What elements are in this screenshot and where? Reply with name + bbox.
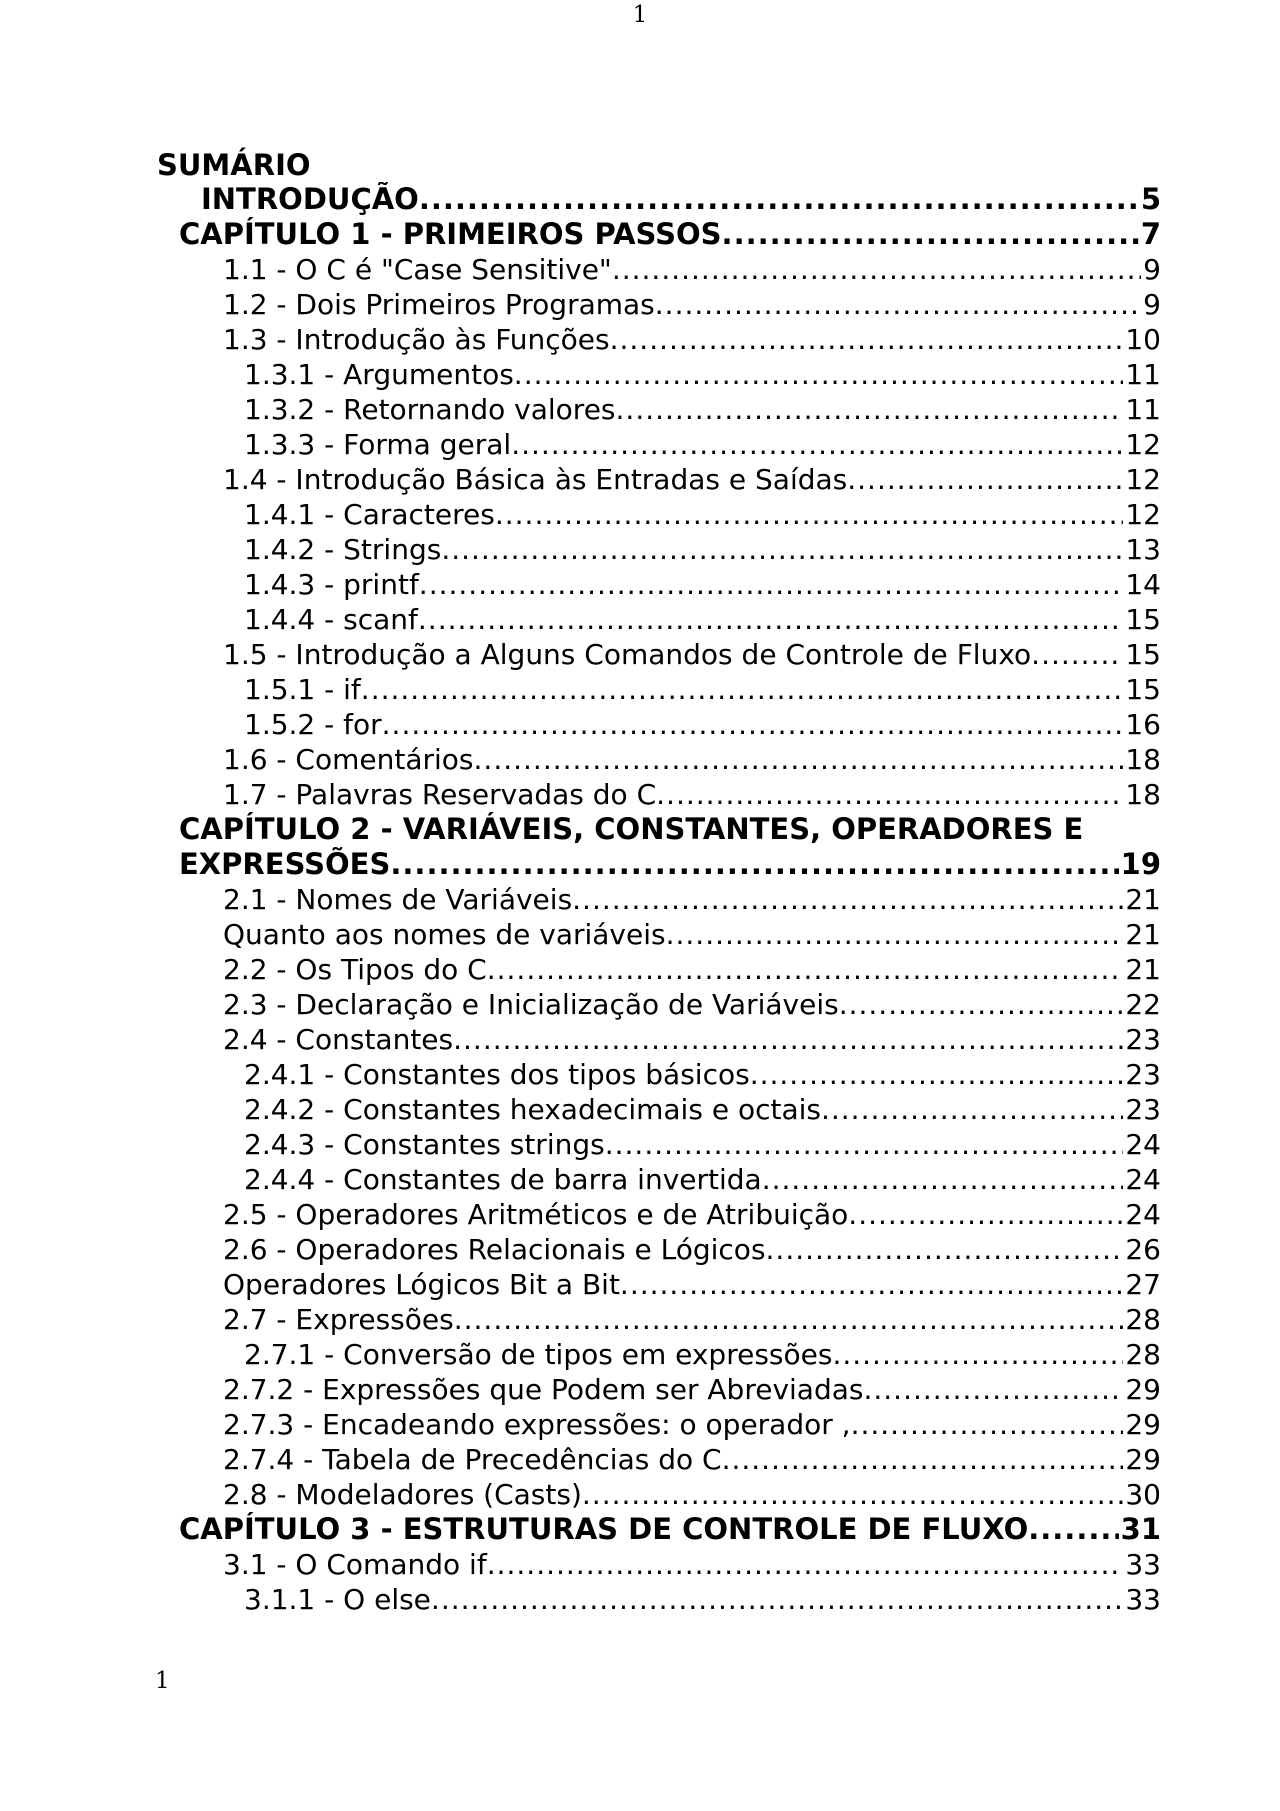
- toc-entry-page-number: 21: [1125, 918, 1161, 951]
- toc-dot-leader: [582, 1477, 1123, 1512]
- toc-entry-page-number: 7: [1140, 217, 1161, 251]
- toc-entry-page-number: 16: [1125, 708, 1161, 741]
- toc-entry-page-number: 24: [1125, 1198, 1161, 1231]
- toc-entry[interactable]: [157, 742, 1161, 777]
- toc-entry-page-number: 11: [1125, 393, 1161, 426]
- toc-entry-page-number: 18: [1125, 778, 1161, 811]
- toc-entry-title: 1.3.1 - Argumentos: [244, 358, 514, 391]
- toc-entry-title: 1.5.1 - if: [244, 673, 361, 706]
- page-number-header: 1: [632, 2, 648, 28]
- toc-entry-page-number: 15: [1125, 603, 1161, 636]
- toc-entry[interactable]: [157, 1232, 1161, 1267]
- toc-entry-page-number: 18: [1125, 743, 1161, 776]
- toc-dot-leader: [666, 917, 1124, 952]
- toc-entry-page-number: 28: [1125, 1303, 1161, 1336]
- toc-entry-title: 1.4.2 - Strings: [244, 533, 442, 566]
- toc-entry[interactable]: [157, 602, 1161, 637]
- toc-entry[interactable]: [157, 1197, 1161, 1232]
- toc-entry[interactable]: [157, 777, 1161, 812]
- toc-entry-page-number: 33: [1125, 1548, 1161, 1581]
- toc-entry-page-number: 31: [1120, 1512, 1161, 1546]
- toc-entry-page-number: 5: [1140, 182, 1161, 216]
- toc-entry-title: 2.5 - Operadores Aritméticos e de Atribuição: [223, 1198, 849, 1231]
- toc-dot-leader: [612, 252, 1141, 287]
- toc-entry-chapter-2-line-1[interactable]: CAPÍTULO 2 - VARIÁVEIS, CONSTANTES, OPERADORES E: [179, 812, 1084, 846]
- toc-entry-page-number: 29: [1125, 1373, 1161, 1406]
- toc-entry-page-number: 30: [1125, 1478, 1161, 1511]
- toc-dot-leader: [495, 497, 1124, 532]
- toc-entry[interactable]: [157, 497, 1161, 532]
- toc-entry[interactable]: [157, 1512, 1161, 1547]
- toc-entry[interactable]: [157, 1092, 1161, 1127]
- toc-entry[interactable]: [157, 1267, 1161, 1302]
- toc-entry-page-number: 12: [1125, 428, 1161, 461]
- toc-entry[interactable]: [157, 1442, 1161, 1477]
- toc-dot-leader: [474, 742, 1124, 777]
- toc-entry-title: 3.1 - O Comando if: [223, 1548, 487, 1581]
- toc-entry-title: 2.4.1 - Constantes dos tipos básicos: [244, 1058, 750, 1091]
- toc-entry-title: 1.3 - Introdução às Funções: [223, 323, 610, 356]
- toc-entry[interactable]: [157, 567, 1161, 602]
- toc-dot-leader: [766, 1232, 1124, 1267]
- toc-entry[interactable]: [157, 1162, 1161, 1197]
- toc-entry-page-number: 12: [1125, 498, 1161, 531]
- toc-entry-page-number: 15: [1125, 638, 1161, 671]
- toc-entry[interactable]: [157, 462, 1161, 497]
- toc-entry-page-number: 27: [1125, 1268, 1161, 1301]
- toc-entry-page-number: 12: [1125, 463, 1161, 496]
- toc-entry[interactable]: [157, 917, 1161, 952]
- toc-entry[interactable]: [157, 1407, 1161, 1442]
- toc-entry-page-number: 28: [1125, 1338, 1161, 1371]
- toc-entry-page-number: 23: [1125, 1058, 1161, 1091]
- toc-dot-leader: [1031, 637, 1123, 672]
- toc-entry-title: 2.4.4 - Constantes de barra invertida: [244, 1163, 762, 1196]
- toc-entry[interactable]: [157, 637, 1161, 672]
- toc-dot-leader: [656, 777, 1123, 812]
- toc-entry-title: 2.6 - Operadores Relacionais e Lógicos: [223, 1233, 766, 1266]
- page-number-footer: 1: [155, 1668, 170, 1694]
- toc-dot-leader: [382, 707, 1124, 742]
- toc-heading: SUMÁRIO: [157, 148, 311, 182]
- toc-entry-title: 1.4 - Introdução Básica às Entradas e Saídas: [223, 463, 848, 496]
- toc-entry-title: 2.4.3 - Constantes strings: [244, 1128, 605, 1161]
- toc-entry[interactable]: [157, 217, 1161, 252]
- toc-dot-leader: [453, 1022, 1123, 1057]
- toc-entry-page-number: 24: [1125, 1128, 1161, 1161]
- toc-entry-page-number: 13: [1125, 533, 1161, 566]
- toc-dot-leader: [454, 1302, 1124, 1337]
- toc-entry-title: Operadores Lógicos Bit a Bit: [223, 1268, 620, 1301]
- toc-dot-leader: [848, 1197, 1123, 1232]
- toc-entry-page-number: 9: [1143, 253, 1161, 286]
- toc-dot-leader: [514, 357, 1124, 392]
- toc-entry[interactable]: [157, 707, 1161, 742]
- toc-dot-leader: [390, 847, 1118, 882]
- toc-entry-page-number: 19: [1120, 847, 1161, 881]
- toc-entry-page-number: 22: [1125, 988, 1161, 1021]
- toc-entry[interactable]: [157, 392, 1161, 427]
- toc-dot-leader: [863, 1372, 1123, 1407]
- toc-entry[interactable]: [157, 287, 1161, 322]
- toc-dot-leader: [1028, 1512, 1118, 1547]
- toc-dot-leader: [431, 1582, 1123, 1617]
- toc-entry-title: 1.3.2 - Retornando valores: [244, 393, 616, 426]
- toc-entry-title: 1.4.4 - scanf: [244, 603, 418, 636]
- toc-entry-page-number: 11: [1125, 358, 1161, 391]
- table-of-contents: [157, 148, 1161, 1617]
- toc-entry-page-number: 33: [1125, 1583, 1161, 1616]
- toc-entry-title: 2.7 - Expressões: [223, 1303, 454, 1336]
- toc-entry-title: 1.1 - O C é "Case Sensitive": [223, 253, 612, 286]
- toc-entry-page-number: 15: [1125, 673, 1161, 706]
- toc-entry[interactable]: [157, 1547, 1161, 1582]
- toc-entry-title: 1.2 - Dois Primeiros Programas: [223, 288, 655, 321]
- toc-entry-title: 1.3.3 - Forma geral: [244, 428, 512, 461]
- toc-entry[interactable]: [157, 672, 1161, 707]
- toc-entry[interactable]: [157, 427, 1161, 462]
- toc-dot-leader: [722, 1442, 1124, 1477]
- toc-entry[interactable]: [157, 1302, 1161, 1337]
- toc-entry-page-number: 21: [1125, 883, 1161, 916]
- toc-dot-leader: [487, 1547, 1124, 1582]
- toc-dot-leader: [839, 987, 1124, 1022]
- toc-entry-title: 2.4 - Constantes: [223, 1023, 454, 1056]
- toc-entry-title: 1.4.1 - Caracteres: [244, 498, 495, 531]
- toc-entry[interactable]: [157, 532, 1161, 567]
- toc-entry-page-number: 14: [1125, 568, 1161, 601]
- toc-entry[interactable]: [157, 1022, 1161, 1057]
- toc-entry-title: 1.7 - Palavras Reservadas do C: [223, 778, 657, 811]
- toc-entry-title: 2.7.2 - Expressões que Podem ser Abreviadas: [223, 1373, 864, 1406]
- toc-dot-leader: [655, 287, 1141, 322]
- toc-entry[interactable]: [157, 1127, 1161, 1162]
- toc-dot-leader: [610, 322, 1124, 357]
- toc-entry-title: Quanto aos nomes de variáveis: [223, 918, 666, 951]
- toc-entry[interactable]: [157, 847, 1161, 882]
- toc-entry-title: 1.6 - Comentários: [223, 743, 474, 776]
- toc-entry[interactable]: [157, 182, 1161, 217]
- toc-entry-page-number: 26: [1125, 1233, 1161, 1266]
- toc-entry-page-number: 24: [1125, 1163, 1161, 1196]
- toc-entry-title: 2.3 - Declaração e Inicialização de Variáveis: [223, 988, 839, 1021]
- toc-entry-title: 2.8 - Modeladores (Casts): [223, 1478, 582, 1511]
- toc-entry-title: 2.4.2 - Constantes hexadecimais e octais: [244, 1093, 821, 1126]
- toc-dot-leader: [441, 532, 1123, 567]
- toc-dot-leader: [750, 1057, 1124, 1092]
- toc-dot-leader: [418, 602, 1123, 637]
- toc-entry-page-number: 9: [1143, 288, 1161, 321]
- toc-entry-title: CAPÍTULO 1 - PRIMEIROS PASSOS: [179, 217, 722, 251]
- toc-dot-leader: [832, 1337, 1123, 1372]
- toc-entry[interactable]: [157, 252, 1161, 287]
- toc-entry-page-number: 23: [1125, 1093, 1161, 1126]
- toc-dot-leader: [487, 952, 1124, 987]
- toc-entry-page-number: 29: [1125, 1408, 1161, 1441]
- toc-entry[interactable]: [157, 357, 1161, 392]
- toc-entry-page-number: 21: [1125, 953, 1161, 986]
- toc-dot-leader: [762, 1162, 1124, 1197]
- toc-entry-page-number: 10: [1125, 323, 1161, 356]
- toc-entry-title: EXPRESSÕES: [179, 847, 391, 881]
- toc-entry-title: 1.5.2 - for: [244, 708, 382, 741]
- toc-entry-title: 1.4.3 - printf: [244, 568, 419, 601]
- toc-list-chapter-2-3: [157, 847, 1161, 1617]
- toc-entry[interactable]: [157, 987, 1161, 1022]
- toc-entry-title: 3.1.1 - O else: [244, 1583, 431, 1616]
- toc-entry[interactable]: [157, 1372, 1161, 1407]
- toc-dot-leader: [722, 217, 1139, 252]
- toc-entry[interactable]: [157, 952, 1161, 987]
- toc-entry-title: 1.5 - Introdução a Alguns Comandos de Controle de Fluxo: [223, 638, 1032, 671]
- toc-entry[interactable]: [157, 1582, 1161, 1617]
- toc-entry-title: CAPÍTULO 3 - ESTRUTURAS DE CONTROLE DE FLUXO: [179, 1512, 1029, 1546]
- toc-dot-leader: [572, 882, 1123, 917]
- toc-entry[interactable]: [157, 1057, 1161, 1092]
- toc-dot-leader: [419, 182, 1139, 217]
- toc-entry[interactable]: [157, 1477, 1161, 1512]
- toc-dot-leader: [620, 1267, 1123, 1302]
- toc-dot-leader: [511, 427, 1123, 462]
- toc-dot-leader: [616, 392, 1124, 427]
- toc-dot-leader: [419, 567, 1124, 602]
- toc-entry-page-number: 29: [1125, 1443, 1161, 1476]
- toc-entry[interactable]: [157, 322, 1161, 357]
- toc-entry[interactable]: [157, 882, 1161, 917]
- toc-dot-leader: [821, 1092, 1123, 1127]
- toc-entry-title: 2.1 - Nomes de Variáveis: [223, 883, 573, 916]
- toc-entry-title: 2.7.1 - Conversão de tipos em expressões: [244, 1338, 833, 1371]
- toc-entry-page-number: 23: [1125, 1023, 1161, 1056]
- toc-dot-leader: [605, 1127, 1124, 1162]
- toc-entry-title: 2.2 - Os Tipos do C: [223, 953, 487, 986]
- toc-entry-title: 2.7.3 - Encadeando expressões: o operador ,: [223, 1408, 851, 1441]
- toc-entry[interactable]: [157, 1337, 1161, 1372]
- toc-dot-leader: [851, 1407, 1124, 1442]
- toc-dot-leader: [361, 672, 1124, 707]
- toc-list-chapter-1: [157, 182, 1161, 812]
- toc-entry-title: 2.7.4 - Tabela de Precedências do C: [223, 1443, 722, 1476]
- toc-dot-leader: [847, 462, 1123, 497]
- toc-entry-title: INTRODUÇÃO: [201, 182, 419, 216]
